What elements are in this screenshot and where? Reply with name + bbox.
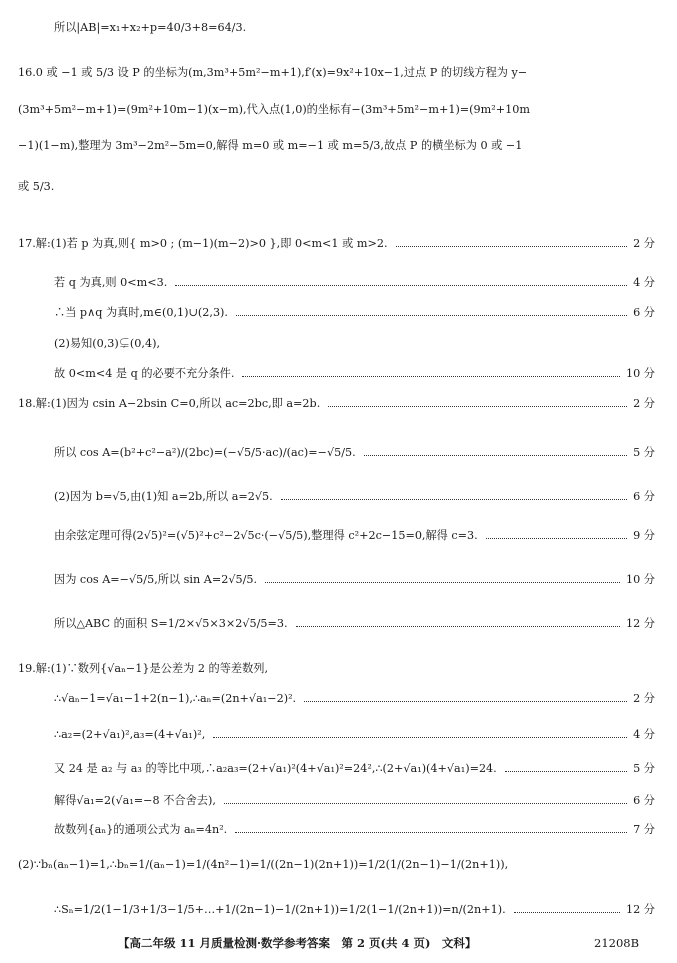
score-marker: 10 分 (626, 573, 655, 586)
solution-text: 16.0 或 −1 或 5/3 设 P 的坐标为(m,3m³+5m²−m+1),f′(x)=9x²+10x−1,过点 P 的切线方程为 y− (18, 66, 528, 79)
leader-dots (224, 803, 627, 804)
solution-text: 若 q 为真,则 0<m<3. (54, 276, 168, 289)
solution-text: ∴√aₙ−1=√a₁−1+2(n−1),∴aₙ=(2n+√a₁−2)². (54, 692, 297, 705)
solution-text: 故数列{aₙ}的通项公式为 aₙ=4n². (54, 823, 228, 836)
score-marker: 4 分 (633, 728, 655, 741)
leader-dots (265, 582, 620, 583)
score-marker: 6 分 (633, 794, 655, 807)
leader-dots (281, 499, 627, 500)
leader-dots (396, 246, 627, 247)
solution-text: 因为 cos A=−√5/5,所以 sin A=2√5/5. (54, 573, 258, 586)
leader-dots (213, 737, 627, 738)
leader-dots (514, 912, 620, 913)
score-marker: 4 分 (633, 276, 655, 289)
leader-dots (304, 701, 627, 702)
solution-text: ∴当 p∧q 为真时,m∈(0,1)∪(2,3). (54, 306, 228, 319)
score-marker: 5 分 (633, 762, 655, 775)
score-marker: 2 分 (633, 692, 655, 705)
leader-dots (364, 455, 627, 456)
footer-title: 【高二年级 11 月质量检测·数学参考答案 第 2 页(共 4 页) 文科】 (118, 936, 477, 950)
solution-text: 19.解:(1)∵数列{√aₙ−1}是公差为 2 的等差数列, (18, 662, 268, 675)
solution-text: 由余弦定理可得(2√5)²=(√5)²+c²−2√5c·(−√5/5),整理得 c²+2c−15=0,解得 c=3. (54, 529, 478, 542)
score-marker: 5 分 (633, 446, 655, 459)
solution-text: −1)(1−m),整理为 3m³−2m²−5m=0,解得 m=0 或 m=−1 或 m=5/3,故点 P 的横坐标为 0 或 −1 (18, 139, 523, 152)
footer-code: 21208B (594, 936, 640, 950)
score-marker: 6 分 (633, 306, 655, 319)
solution-text: 所以△ABC 的面积 S=1/2×√5×3×2√5/5=3. (54, 617, 288, 630)
solution-text: 解得√a₁=2(√a₁=−8 不合舍去), (54, 794, 216, 807)
solution-text: ∴Sₙ=1/2(1−1/3+1/3−1/5+…+1/(2n−1)−1/(2n+1))=1/2(1−1/(2n+1))=n/(2n+1). (54, 903, 506, 916)
leader-dots (296, 626, 620, 627)
solution-text: 又 24 是 a₂ 与 a₃ 的等比中项,∴a₂a₃=(2+√a₁)²(4+√a₁)²=24²,∴(2+√a₁)(4+√a₁)=24. (54, 762, 497, 775)
leader-dots (505, 771, 627, 772)
score-marker: 7 分 (633, 823, 655, 836)
score-marker: 6 分 (633, 490, 655, 503)
score-marker: 9 分 (633, 529, 655, 542)
solution-text: (2)因为 b=√5,由(1)知 a=2b,所以 a=2√5. (54, 490, 273, 503)
solution-text: ∴a₂=(2+√a₁)²,a₃=(4+√a₁)², (54, 728, 206, 741)
solution-text: 或 5/3. (18, 180, 55, 193)
leader-dots (175, 285, 627, 286)
solution-text: 所以|AB|=x₁+x₂+p=40/3+8=64/3. (54, 21, 247, 34)
solution-text: (3m³+5m²−m+1)=(9m²+10m−1)(x−m),代入点(1,0)的坐标有−(3m³+5m²−m+1)=(9m²+10m (18, 103, 530, 116)
solution-text: (2)易知(0,3)⊊(0,4), (54, 337, 161, 350)
solution-text: (2)∵bₙ(aₙ−1)=1,∴bₙ=1/(aₙ−1)=1/(4n²−1)=1/((2n−1)(2n+1))=1/2(1/(2n−1)−1/(2n+1)), (18, 858, 509, 871)
solution-text: 所以 cos A=(b²+c²−a²)/(2bc)=(−√5/5·ac)/(ac)=−√5/5. (54, 446, 356, 459)
leader-dots (235, 832, 627, 833)
score-marker: 12 分 (626, 617, 655, 630)
leader-dots (236, 315, 627, 316)
score-marker: 2 分 (633, 397, 655, 410)
score-marker: 10 分 (626, 367, 655, 380)
score-marker: 12 分 (626, 903, 655, 916)
solution-text: 故 0<m<4 是 q 的必要不充分条件. (54, 367, 235, 380)
score-marker: 2 分 (633, 237, 655, 250)
solution-text: 17.解:(1)若 p 为真,则{ m>0 ; (m−1)(m−2)>0 },即 0<m<1 或 m>2. (18, 237, 388, 250)
leader-dots (486, 538, 627, 539)
leader-dots (328, 406, 627, 407)
leader-dots (242, 376, 620, 377)
solution-text: 18.解:(1)因为 csin A−2bsin C=0,所以 ac=2bc,即 a=2b. (18, 397, 321, 410)
